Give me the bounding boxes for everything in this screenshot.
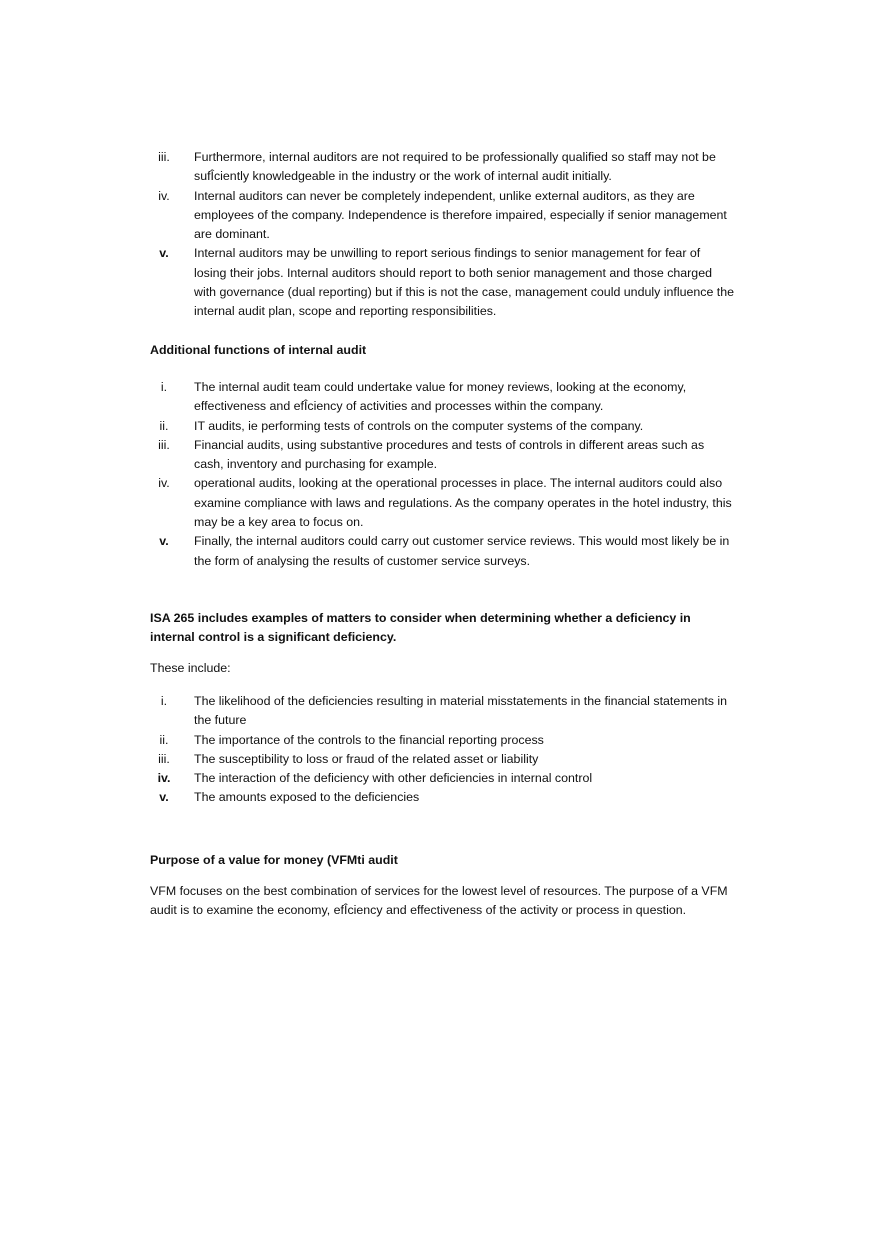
list-item-text: The amounts exposed to the deficiencies — [194, 790, 420, 805]
list-item-text: operational audits, looking at the operational processes in place. The internal auditors could also examine compliance with laws and regulations. As the company operates in the hotel industry, this may be a key area to focus on. — [194, 476, 732, 530]
list-item-number: ii. — [159, 732, 169, 747]
list-item — [150, 769, 735, 788]
list-item-text: The interaction of the deficiency with other deficiencies in internal control — [194, 771, 593, 786]
list-item-number: iii. — [158, 751, 170, 766]
list-item-number: v. — [159, 790, 169, 805]
list-item-text: Finally, the internal auditors could carry out customer service reviews. This would most likely be in the form of analysing the results of customer service surveys. — [194, 534, 730, 568]
list-item-number: ii. — [159, 418, 169, 433]
list-item — [150, 244, 735, 321]
list-item-number: iv. — [158, 476, 170, 491]
list-item-number: iv. — [157, 771, 171, 786]
list-item — [150, 692, 735, 731]
additional-functions-list — [150, 378, 735, 571]
list-item-text: The internal audit team could undertake value for money reviews, looking at the economy, effectiveness and efÎciency of activities and processes within the company. — [194, 380, 687, 414]
internal-audit-limitations-list — [150, 148, 735, 322]
list-item — [150, 750, 735, 769]
isa-265-heading: ISA 265 includes examples of matters to consider when determining whether a deficiency in internal control is a significant deficiency. — [150, 611, 691, 645]
additional-functions-heading: Additional functions of internal audit — [150, 343, 367, 357]
list-item — [150, 187, 735, 245]
list-item — [150, 731, 735, 750]
list-item-text: Financial audits, using substantive procedures and tests of controls in different areas such as cash, inventory and purchasing for example. — [194, 437, 705, 472]
list-item-text: IT audits, ie performing tests of controls on the computer systems of the company. — [194, 418, 644, 433]
list-item-text: Internal auditors may be unwilling to report serious findings to senior management for fear of losing their jobs. Internal auditors should report to both senior management and those charged with governance (dual reporting) but if this is not the case, management could unduly influence the internal audit plan, scope and reporting responsibilities. — [194, 246, 735, 319]
list-item-text: The likelihood of the deficiencies resulting in material misstatements in the financial statements in the future — [194, 694, 728, 728]
list-item — [150, 474, 735, 532]
these-include-text: These include: — [150, 661, 231, 675]
list-item — [150, 148, 735, 187]
list-item-number: i. — [160, 380, 168, 394]
vfm-audit-paragraph: VFM focuses on the best combination of services for the lowest level of resources. The purpose of a VFM audit is to examine the economy, efÎciency and effectiveness of the activity or process in question. — [150, 884, 728, 918]
list-item — [150, 788, 735, 807]
list-item-number: iii. — [158, 150, 170, 164]
list-item — [150, 436, 735, 475]
list-item — [150, 417, 735, 436]
list-item-number: i. — [160, 694, 168, 708]
list-item-number: iii. — [158, 437, 170, 452]
list-item-text: The importance of the controls to the financial reporting process — [194, 732, 544, 747]
list-item-number: v. — [159, 246, 169, 261]
list-item-number: v. — [159, 534, 169, 549]
list-item — [150, 532, 735, 571]
significant-deficiency-matters-list — [150, 692, 735, 808]
list-item — [150, 378, 735, 417]
vfm-audit-heading: Purpose of a value for money (VFMti audit — [150, 853, 398, 867]
list-item-text: Furthermore, internal auditors are not required to be professionally qualified so staff may not be sufÎciently knowledgeable in the industry or the work of internal audit initially. — [194, 150, 716, 184]
list-item-text: The susceptibility to loss or fraud of the related asset or liability — [194, 751, 539, 766]
list-item-text: Internal auditors can never be completely independent, unlike external auditors, as they are employees of the company. Independence is therefore impaired, especially if senior management are dominant. — [194, 188, 727, 242]
list-item-number: iv. — [158, 188, 170, 203]
